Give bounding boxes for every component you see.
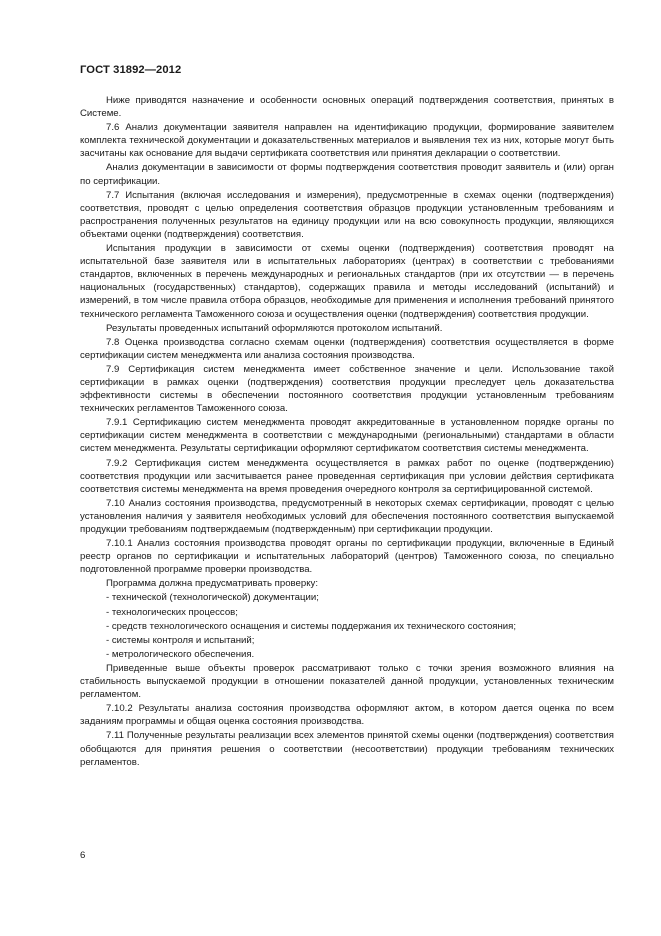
paragraph-intro: Ниже приводятся назначение и особенности основных операций подтверждения соответствия, принятых в Системе. (80, 95, 614, 120)
page-number: 6 (80, 850, 86, 861)
paragraph-program: Программа должна предусматривать проверку: (106, 578, 318, 590)
paragraph-7-10-2: 7.10.2 Результаты анализа состояния производства оформляют актом, в котором дается оценка по всем заданиям программы и общая оценка состояния производства. (80, 703, 614, 728)
paragraph-objects: Приведенные выше объекты проверок рассматривают только с точки зрения возможного влияния на стабильность выпускаемой продукции в отношении показателей данной продукции, установленных техническим регламентом. (80, 662, 614, 701)
paragraph-7-9-1: 7.9.1 Сертификацию систем менеджмента проводят аккредитованные в установленном порядке органы по сертификации систем менеджмента в соответствии с международными (региональными) стандартами в области систем менеджмента. Результаты сертификации оформляют сертификатом соответствия системы менеджмента. (80, 417, 614, 455)
paragraph-7-6-cont: Анализ документации в зависимости от формы подтверждения соответствия проводит заявитель и (или) орган по сертификации. (80, 162, 614, 187)
paragraph-7-10-1: 7.10.1 Анализ состояния производства проводят органы по сертификации продукции, включенные в Единый реестр органов по сертификации и испытательных лабораторий (центров) Таможенного союза, по специально подготовленной программе проверки производства. (80, 538, 614, 576)
list-item: - средств технологического оснащения и системы поддержания их технического состояния; (106, 620, 516, 632)
paragraph-7-11: 7.11 Полученные результаты реализации всех элементов принятой схемы оценки (подтверждения) соответствия обобщаются для принятия решения о соответствии (несоответствии) продукции требованиям технических регламентов. (80, 730, 614, 768)
list-item: - метрологического обеспечения. (106, 648, 255, 660)
paragraph-7-7-cont: Испытания продукции в зависимости от схемы оценки (подтверждения) соответствия проводят на испытательной базе заявителя или в испытательных лабораториях (центрах) в соответствии с требованиями стандартов, включенных в перечень международных и региональных стандартов (при их отсутствии — в перечень национальных (государственных) стандартов), содержащих правила и методы исследований (испытаний) и измерений, в том числе правила отбора образцов, необходимые для применения и исполнения требований принятого технического регламента Таможенного союза и осуществления оценки (подтверждения) соответствия продукции. (80, 243, 614, 320)
paragraph-7-7-results: Результаты проведенных испытаний оформляются протоколом испытаний. (106, 322, 443, 334)
paragraph-7-9-2: 7.9.2 Сертификация систем менеджмента осуществляется в рамках работ по оценке (подтверждению) соответствия продукции или засчитывается ранее проведенная сертификация при условии действия сертификата соответствия системы менеджмента на время проведения очередного контроля за сертифицированной системой. (80, 457, 614, 495)
document-body (80, 94, 614, 770)
list-item: - системы контроля и испытаний; (106, 634, 255, 646)
paragraph-7-6: 7.6 Анализ документации заявителя направлен на идентификацию продукции, формирование заявителем комплекта технической документации и доказательственных материалов и выявления тех из них, которые могут быть засчитаны как основание для выдачи сертификата соответствия или принятия декларации о соответствии. (80, 122, 614, 160)
paragraph-7-8: 7.8 Оценка производства согласно схемам оценки (подтверждения) соответствия осуществляется в форме сертификации систем менеджмента или анализа состояния производства. (80, 336, 614, 361)
list-item: - технологических процессов; (106, 606, 238, 618)
paragraph-7-7: 7.7 Испытания (включая исследования и измерения), предусмотренные в схемах оценки (подтверждения) соответствия, проводят с целью определения соответствия образцов продукции установленным требованиям и распространения полученных результатов на единицу продукции или на всю совокупность продукции, являющихся объектами оценки (подтверждения) соответствия. (80, 189, 614, 240)
list-item: - технической (технологической) документации; (106, 592, 319, 604)
document-code-header: ГОСТ 31892—2012 (80, 64, 182, 76)
paragraph-7-10: 7.10 Анализ состояния производства, предусмотренный в некоторых схемах сертификации, проводят с целью установления наличия у заявителя необходимых условий для обеспечения постоянного соответствия выпускаемой продукции требованиям подтверждаемым (подтвержденным) при сертификации продукции. (80, 497, 614, 535)
paragraph-7-9: 7.9 Сертификация систем менеджмента имеет собственное значение и цели. Использование такой сертификации в рамках оценки (подтверждения) соответствия продукции преследует цель доказательства эффективности системы в обеспечении постоянного соответствия продукции установленным требованиям технических регламентов Таможенного союза. (80, 363, 614, 415)
